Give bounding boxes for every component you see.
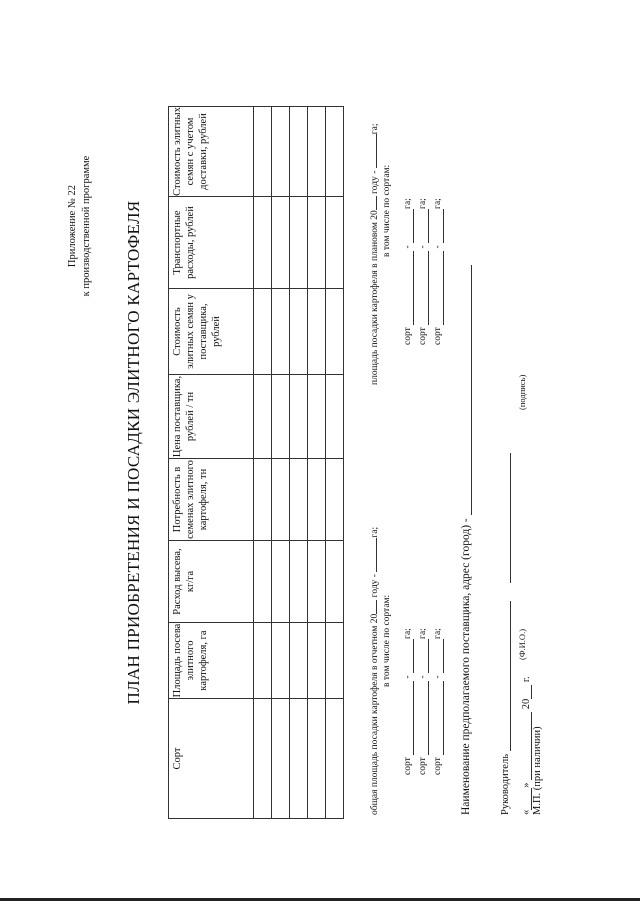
area-blank[interactable] <box>366 134 377 168</box>
table-cell[interactable] <box>308 541 326 623</box>
year-blank[interactable] <box>366 196 377 210</box>
year-suffix-blank[interactable] <box>521 685 532 699</box>
table-cell[interactable] <box>290 289 308 375</box>
table-cell[interactable] <box>308 699 326 819</box>
table-cell[interactable] <box>290 375 308 459</box>
col-header-seeding-rate: Расход высева, кг/га <box>169 541 254 623</box>
sort-line: сорт - га; <box>403 198 413 345</box>
sort-line: сорт - га; <box>433 628 443 775</box>
table-cell[interactable] <box>326 289 344 375</box>
table-cell[interactable] <box>254 107 272 197</box>
sort-area-blank[interactable] <box>433 639 444 673</box>
date-row: « » 20 г. <box>521 676 532 815</box>
sort-name-blank[interactable] <box>418 251 429 325</box>
sort-area-blank[interactable] <box>403 639 414 673</box>
table-cell[interactable] <box>308 197 326 289</box>
sort-area-blank[interactable] <box>403 209 414 243</box>
sort-line: сорт - га; <box>403 628 413 775</box>
table-cell[interactable] <box>272 623 290 699</box>
table-cell[interactable] <box>326 375 344 459</box>
sort-name-blank[interactable] <box>403 251 414 325</box>
sort-name-blank[interactable] <box>433 681 444 755</box>
report-year-block <box>366 435 444 815</box>
plan-year-block <box>366 5 444 385</box>
day-blank[interactable] <box>521 788 532 810</box>
table-cell[interactable] <box>290 623 308 699</box>
plan-year-subhead: в том числе по сортам: <box>382 164 392 257</box>
table-cell[interactable] <box>290 197 308 289</box>
table-cell[interactable] <box>272 541 290 623</box>
table-cell[interactable] <box>254 289 272 375</box>
head-fio-blank[interactable] <box>500 601 511 751</box>
table-cell[interactable] <box>272 107 290 197</box>
month-blank[interactable] <box>521 712 532 780</box>
table-cell[interactable] <box>326 623 344 699</box>
table-cell[interactable] <box>254 623 272 699</box>
table-cell[interactable] <box>272 289 290 375</box>
table-header-row <box>169 107 254 819</box>
table-cell[interactable] <box>272 459 290 541</box>
year-blank[interactable] <box>366 600 377 614</box>
table-cell[interactable] <box>272 375 290 459</box>
sort-line: сорт - га; <box>418 628 428 775</box>
table-cell[interactable] <box>326 541 344 623</box>
table-cell[interactable] <box>254 541 272 623</box>
col-header-total-cost: Стоимость элитных семян с учетом доставки, рублей <box>169 107 254 197</box>
supplier-line <box>460 265 472 815</box>
col-header-transport-cost: Транспортные расходы, рублей <box>169 197 254 289</box>
table-cell[interactable] <box>326 107 344 197</box>
supplier-blank[interactable] <box>461 265 472 515</box>
col-header-supplier-price: Цена поставщика, рублей / тн <box>169 375 254 459</box>
col-header-area: Площадь посева элитного картофеля, га <box>169 623 254 699</box>
table-cell[interactable] <box>254 459 272 541</box>
appendix-number: Приложение № 22 <box>67 184 78 268</box>
table-cell[interactable] <box>326 699 344 819</box>
stamp-note: М.П. (при наличии) <box>532 726 543 815</box>
sort-name-blank[interactable] <box>418 681 429 755</box>
col-header-seed-need: Потребность в семенах элитного картофеля, тн <box>169 459 254 541</box>
table-row <box>254 107 272 819</box>
report-year-subhead: в том числе по сортам: <box>382 594 392 687</box>
sort-area-blank[interactable] <box>418 209 429 243</box>
report-year-line: общая площадь посадки картофеля в отчетном 20 году - га; <box>366 435 381 815</box>
plan-sort-list <box>399 5 444 345</box>
table-cell[interactable] <box>308 107 326 197</box>
table-row <box>272 107 290 819</box>
table-row <box>326 107 344 819</box>
document-title: ПЛАН ПРИОБРЕТЕНИЯ И ПОСАДКИ ЭЛИТНОГО КАРТОФЕЛЯ <box>124 200 143 705</box>
table-row <box>290 107 308 819</box>
sort-name-blank[interactable] <box>403 681 414 755</box>
table-cell[interactable] <box>290 541 308 623</box>
head-label: Руководитель <box>500 754 511 815</box>
signature-caption: (подпись) <box>517 374 527 410</box>
table-cell[interactable] <box>308 459 326 541</box>
table-cell[interactable] <box>308 289 326 375</box>
appendix-note <box>66 96 94 356</box>
col-header-sort: Сорт <box>169 699 254 819</box>
fio-caption: (Ф.И.О.) <box>517 628 527 660</box>
appendix-reference: к производственной программе <box>81 155 92 297</box>
table-cell[interactable] <box>290 107 308 197</box>
sort-line: сорт - га; <box>418 198 428 345</box>
area-blank[interactable] <box>366 538 377 572</box>
col-header-seed-cost: Стоимость элитных семян у поставщика, рублей <box>169 289 254 375</box>
table-cell[interactable] <box>308 623 326 699</box>
signature-block <box>500 374 543 815</box>
sort-name-blank[interactable] <box>433 251 444 325</box>
plan-year-line: площадь посадки картофеля в плановом 20 году - га; <box>366 5 381 385</box>
table-cell[interactable] <box>272 197 290 289</box>
table-cell[interactable] <box>254 197 272 289</box>
table-cell[interactable] <box>254 699 272 819</box>
table-cell[interactable] <box>326 459 344 541</box>
head-signature-row <box>500 453 511 815</box>
sort-area-blank[interactable] <box>418 639 429 673</box>
signature-blank[interactable] <box>500 453 511 583</box>
table-row <box>308 107 326 819</box>
sort-area-blank[interactable] <box>433 209 444 243</box>
table-cell[interactable] <box>272 699 290 819</box>
table-cell[interactable] <box>326 197 344 289</box>
plan-table <box>168 106 344 819</box>
supplier-label: Наименование предполагаемого поставщика, адрес (город) - <box>460 518 472 815</box>
table-cell[interactable] <box>290 699 308 819</box>
page-edge-line <box>0 898 640 901</box>
table-cell[interactable] <box>254 375 272 459</box>
sort-line: сорт - га; <box>433 198 443 345</box>
report-sort-list <box>399 435 444 775</box>
table-cell[interactable] <box>290 459 308 541</box>
table-cell[interactable] <box>308 375 326 459</box>
